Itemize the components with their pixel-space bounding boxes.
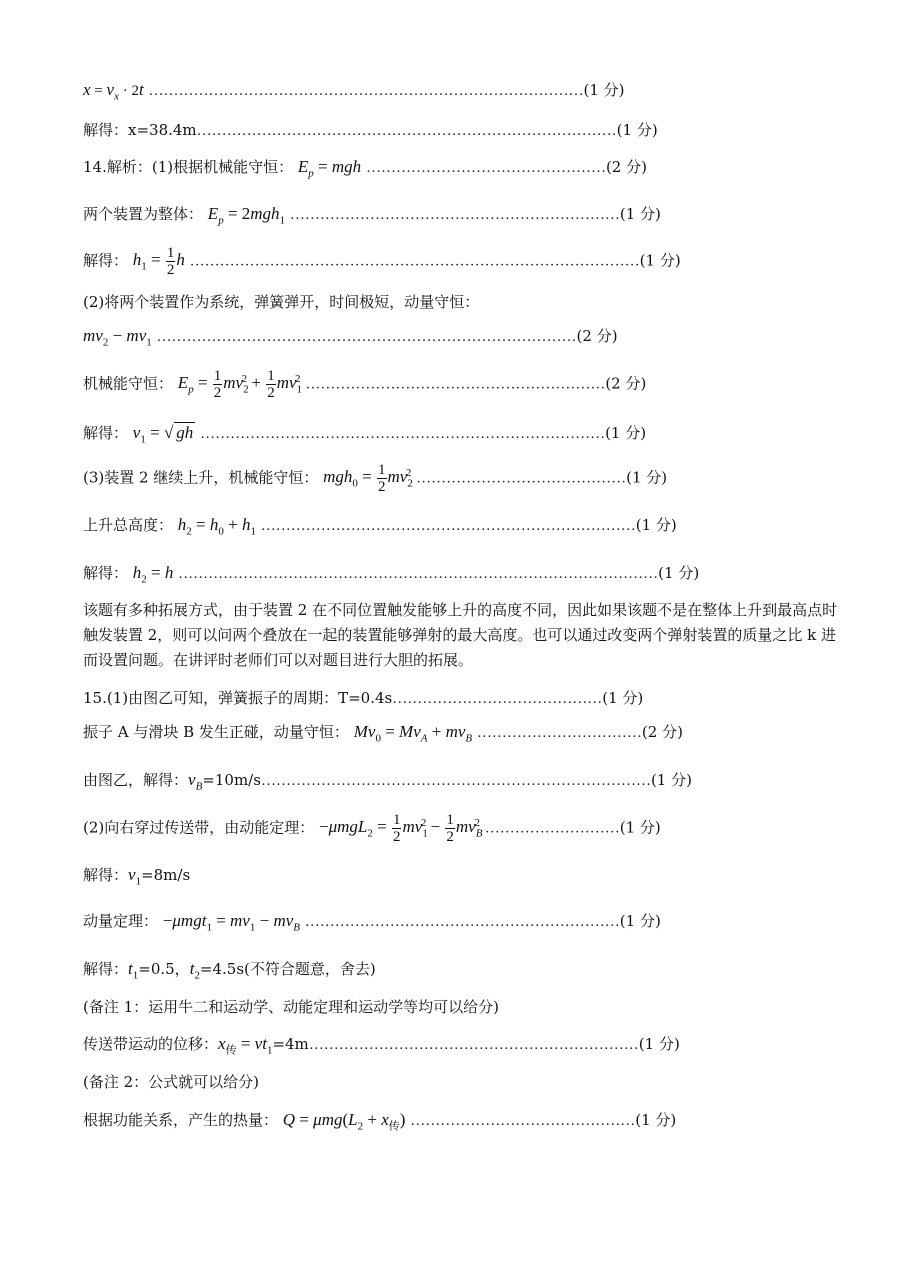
value-text: =4m <box>272 1035 309 1053</box>
line-text: 两个装置为整体： <box>83 205 204 223</box>
formula: −μmgL$_2$ = $\frac{1}{2}$ $mv_1^2$ − $\frac{1}{2}$ $mv_B^2$ <box>319 812 483 845</box>
result-line <box>83 770 692 796</box>
formula: $mv_2 - mv_1$ <box>83 326 152 349</box>
formula-line <box>83 1110 676 1136</box>
line-text: (备注 1：运用牛二和运动学、动能定理和运动学等均可以给分) <box>83 998 500 1016</box>
formula: mgh$_0$ = $\frac{1}{2}$ $mv_2^2$ <box>323 462 413 495</box>
line-text: 由图乙，解得： <box>83 771 189 789</box>
formula: $Q = \mu mg(L_2 + x_传)$ <box>282 1110 406 1133</box>
score-label: (1 分) <box>619 205 661 223</box>
leader-dots: …………………………………………………………………… <box>260 773 651 789</box>
score-label: (1 分) <box>619 912 661 930</box>
score-label: (1 分) <box>658 564 700 582</box>
leader-dots: ………………………………………………………………………… <box>156 329 577 345</box>
line-text: 动量定理： <box>83 912 159 930</box>
score-label: (1 分) <box>650 771 692 789</box>
score-label: (2 分) <box>576 327 618 345</box>
leader-dots: …………………………………… <box>392 691 603 707</box>
leader-dots: ……………………… <box>484 820 620 837</box>
result-line <box>83 865 190 891</box>
leader-dots: …………………………………………………………………………… <box>148 83 584 99</box>
formula: $-\mu mgt_1 = mv_1 - mv_B$ <box>162 911 301 934</box>
leader-dots: ………………………………………………………………………… <box>196 123 617 139</box>
line-text: 解得： <box>83 866 129 884</box>
note-line <box>83 997 499 1017</box>
formula: $v_1$ = √ gh <box>132 423 194 446</box>
leader-dots: ………………………………………………………………… <box>260 518 636 534</box>
score-label: (1 分) <box>638 1035 680 1053</box>
formula-line <box>83 326 618 352</box>
line-text: (备注 2：公式就可以给分) <box>83 1073 260 1091</box>
extension-paragraph: 该题有多种拓展方式，由于装置 2 在不同位置触发能够上升的高度不同，因此如果该题不是在整体上升到最高点时触发装置 2，则可以问两个叠放在一起的装置能够弹射的最大高度。也可以通过改变两个弹射装置的质量之比 k 进而设置问题。在讲评时老师们可以对题目进行大胆的拓展。 <box>83 601 838 669</box>
line-text: 14.解析：(1)根据机械能守恒： <box>83 158 294 176</box>
line-text: (2)向右穿过传送带，由动能定理： <box>83 818 315 837</box>
leader-dots: ………………………………………………………… <box>308 1037 639 1053</box>
line-text: 振子 A 与滑块 B 发生正碰，动量守恒： <box>83 723 349 741</box>
formula: $Mv_0 = Mv_A + mv_B$ <box>353 722 473 745</box>
line-text: 解得： <box>83 564 129 582</box>
formula: $h_2 = h$ <box>132 563 174 586</box>
value-text: =4.5s(不符合题意，舍去) <box>199 960 376 978</box>
formula-line <box>83 245 681 278</box>
line-text: 解得： <box>83 424 129 442</box>
leader-dots: …………………………………………………… <box>305 376 606 393</box>
leader-dots: ………………………………………………………… <box>289 207 620 223</box>
leader-dots: ………………………………………… <box>365 160 606 176</box>
line-text: 上升总高度： <box>83 516 174 534</box>
formula: $E_p$ = mgh <box>297 157 362 180</box>
note-line <box>83 1072 259 1092</box>
result-line <box>83 959 376 985</box>
score-label: (1 分) <box>635 516 677 534</box>
leader-dots: ……………………………………………………………………………… <box>189 253 640 270</box>
formula: $t_2$ <box>189 959 200 982</box>
leader-dots: …………………………………………………………………………………… <box>178 566 659 582</box>
leader-dots: ……………………………………………………………………… <box>200 426 606 442</box>
formula: x <box>83 80 91 99</box>
line-text: 传送带运动的位移： <box>83 1035 219 1053</box>
formula: $h_2 = h_0 + h_1$ <box>177 515 256 538</box>
leader-dots: …………………………… <box>476 725 642 741</box>
line-text: 机械能守恒： <box>83 374 174 393</box>
value-text: =10m/s <box>202 771 261 789</box>
line-text: 解得：x=38.4m <box>83 121 197 139</box>
line-text: 解得： <box>83 960 129 978</box>
score-label: (1 分) <box>605 424 647 442</box>
line-text: (2)将两个装置作为系统，弹簧弹开，时间极短，动量守恒： <box>83 293 480 311</box>
line-text: 解得： <box>83 251 129 270</box>
formula-line <box>83 515 677 541</box>
line-text: 根据功能关系，产生的热量： <box>83 1111 279 1129</box>
formula: $t_1$ <box>128 959 139 982</box>
result-line <box>83 120 658 141</box>
formula: $h_1$ = $\frac{1}{2}$ h <box>132 245 185 278</box>
formula-line <box>83 462 667 495</box>
formula-line <box>83 722 683 748</box>
result-line <box>83 1034 680 1060</box>
text-line <box>83 292 479 312</box>
leader-dots: …………………………………… <box>416 470 627 487</box>
formula: $E_p = 2mgh_1$ <box>207 204 286 227</box>
leader-dots: ……………………………………………………… <box>304 914 620 930</box>
formula: $v_1$ <box>128 865 142 888</box>
value-text: =0.5， <box>138 960 190 978</box>
score-label: (1 分) <box>626 468 668 487</box>
formula: $v_B$ <box>188 770 203 793</box>
score-label: (1 分) <box>619 818 661 837</box>
formula-line <box>83 422 646 449</box>
score-label: (1 分) <box>639 251 681 270</box>
line-text: 15.(1)由图乙可知，弹簧振子的周期：T=0.4s <box>83 689 393 707</box>
formula-line: $x = v_x \cdot 2t$ ……………………………………………………………………………(1 分) <box>83 80 625 103</box>
formula-line <box>83 911 661 937</box>
result-line <box>83 688 643 709</box>
score-label: (2 分) <box>605 158 647 176</box>
formula-line <box>83 157 647 183</box>
score-label: (1 分) <box>602 689 644 707</box>
score-label: (2 分) <box>605 374 647 393</box>
score-label: (1 分) <box>583 81 625 99</box>
formula: $E_p$ = $\frac{1}{2}$ $mv_2^2$ + $\frac{1}{2}$ $mv_1^2$ <box>177 368 303 401</box>
formula: $x_传 = vt_1$ <box>218 1034 273 1057</box>
formula-line <box>83 812 661 845</box>
formula-line <box>83 563 699 589</box>
score-label: (1 分) <box>616 121 658 139</box>
line-text: (3)装置 2 继续上升，机械能守恒： <box>83 468 319 487</box>
score-label: (1 分) <box>635 1111 677 1129</box>
formula-line <box>83 368 646 401</box>
leader-dots: ……………………………………… <box>410 1113 636 1129</box>
value-text: =8m/s <box>141 866 191 884</box>
score-label: (2 分) <box>641 723 683 741</box>
formula-line <box>83 204 661 230</box>
